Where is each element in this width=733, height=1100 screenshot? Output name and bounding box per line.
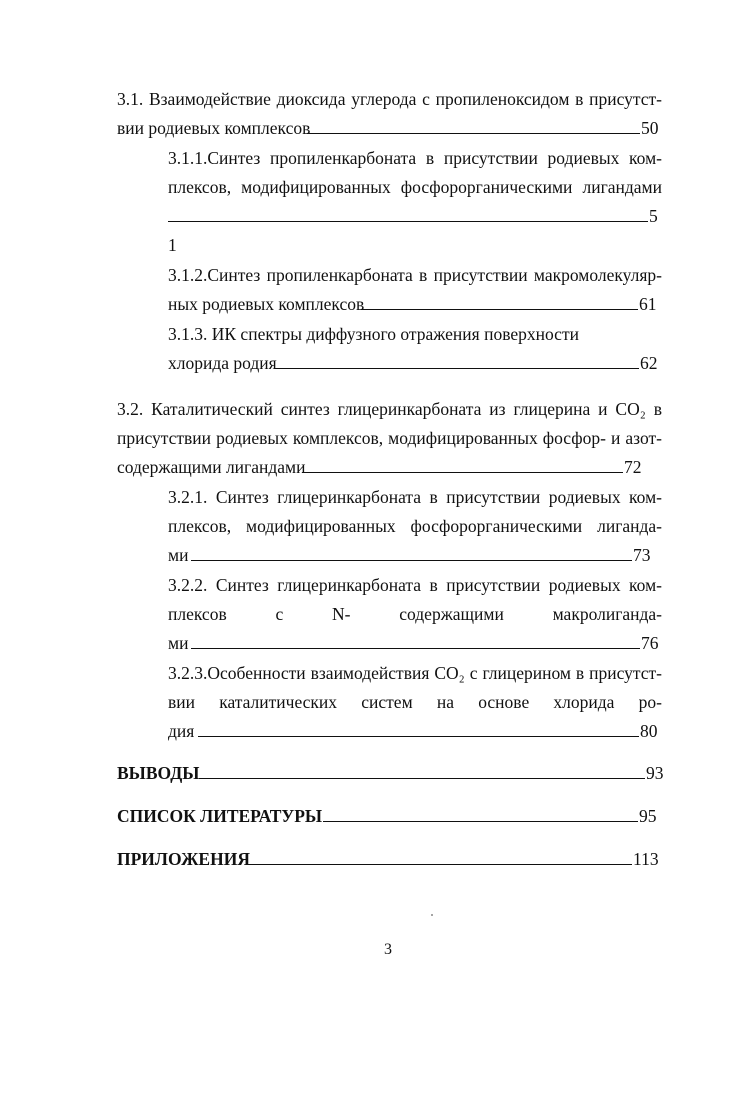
toc-references-leader bbox=[323, 821, 638, 822]
toc-3-2-3-page: 80 bbox=[640, 721, 658, 741]
toc-appendices-label: ПРИЛОЖЕНИЯ bbox=[117, 849, 250, 869]
toc-3-1-2-leader bbox=[361, 309, 638, 310]
toc-conclusions-label: ВЫВОДЫ bbox=[117, 763, 200, 783]
toc-3-2-2-line2: плексов с N- содержащими макролиганда- bbox=[168, 604, 662, 624]
toc-3-2-1-page: 73 bbox=[633, 545, 651, 565]
toc-3-1-2-page: 61 bbox=[639, 294, 657, 314]
toc-3-2-line2: присутствии родиевых комплексов, модифицированных фосфор- и азот- bbox=[117, 428, 662, 448]
toc-3-2-2-line1: 3.2.2. Синтез глицеринкарбоната в присутствии родиевых ком- bbox=[168, 575, 662, 595]
toc-appendices-page: 113 bbox=[633, 849, 659, 869]
toc-appendices-leader bbox=[248, 864, 632, 865]
page-number: 3 bbox=[384, 941, 392, 958]
toc-3-1-page: 50 bbox=[641, 118, 659, 138]
toc-3-1-line1: 3.1. Взаимодействие диоксида углерода с пропиленоксидом в присутст- bbox=[117, 89, 662, 109]
toc-3-2-1-line3: ми bbox=[168, 545, 189, 565]
toc-3-2-line1: 3.2. Каталитический синтез глицеринкарбоната из глицерина и СО₂ в bbox=[117, 399, 662, 419]
toc-3-1-3-line1: 3.1.3. ИК спектры диффузного отражения поверхности bbox=[168, 324, 579, 344]
toc-3-1-1-page-b: 1 bbox=[168, 235, 177, 255]
toc-3-2-leader bbox=[302, 472, 623, 473]
toc-3-1-2-line1: 3.1.2.Синтез пропиленкарбоната в присутствии макромолекуляр- bbox=[168, 265, 662, 285]
toc-references-page: 95 bbox=[639, 806, 657, 826]
toc-references-label: СПИСОК ЛИТЕРАТУРЫ bbox=[117, 806, 323, 826]
toc-3-1-1-line2: плексов, модифицированных фосфорорганическими лигандами bbox=[168, 177, 662, 197]
scan-speck bbox=[431, 914, 433, 916]
toc-3-2-2-page: 76 bbox=[641, 633, 659, 653]
toc-conclusions-page: 93 bbox=[646, 763, 664, 783]
toc-3-1-3-leader bbox=[275, 368, 639, 369]
toc-3-2-1-leader bbox=[191, 560, 632, 561]
toc-3-1-leader bbox=[307, 133, 640, 134]
toc-3-1-2-line2: ных родиевых комплексов bbox=[168, 294, 365, 314]
toc-3-2-page: 72 bbox=[624, 457, 642, 477]
toc-3-1-3-line2: хлорида родия bbox=[168, 353, 277, 373]
toc-3-2-2-leader bbox=[191, 648, 640, 649]
toc-3-2-3-leader bbox=[198, 736, 639, 737]
toc-3-2-3-line2: вии каталитических систем на основе хлорида ро- bbox=[168, 692, 662, 712]
toc-3-2-1-line2: плексов, модифицированных фосфорорганическими лиганда- bbox=[168, 516, 662, 536]
toc-conclusions-leader bbox=[199, 778, 645, 779]
toc-3-2-line3: содержащими лигандами bbox=[117, 457, 306, 477]
toc-3-2-1-line1: 3.2.1. Синтез глицеринкарбоната в присутствии родиевых ком- bbox=[168, 487, 662, 507]
toc-3-1-3-page: 62 bbox=[640, 353, 658, 373]
toc-3-1-1-leader bbox=[168, 221, 648, 222]
toc-3-1-line2: вии родиевых комплексов bbox=[117, 118, 311, 138]
toc-3-2-3-line1: 3.2.3.Особенности взаимодействия СО₂ с глицерином в присутст- bbox=[168, 663, 662, 683]
toc-3-1-1-line1: 3.1.1.Синтез пропиленкарбоната в присутствии родиевых ком- bbox=[168, 148, 662, 168]
toc-3-1-1-page-a: 5 bbox=[649, 206, 658, 226]
toc-3-2-2-line3: ми bbox=[168, 633, 189, 653]
toc-3-2-3-line3: дия bbox=[168, 721, 195, 741]
